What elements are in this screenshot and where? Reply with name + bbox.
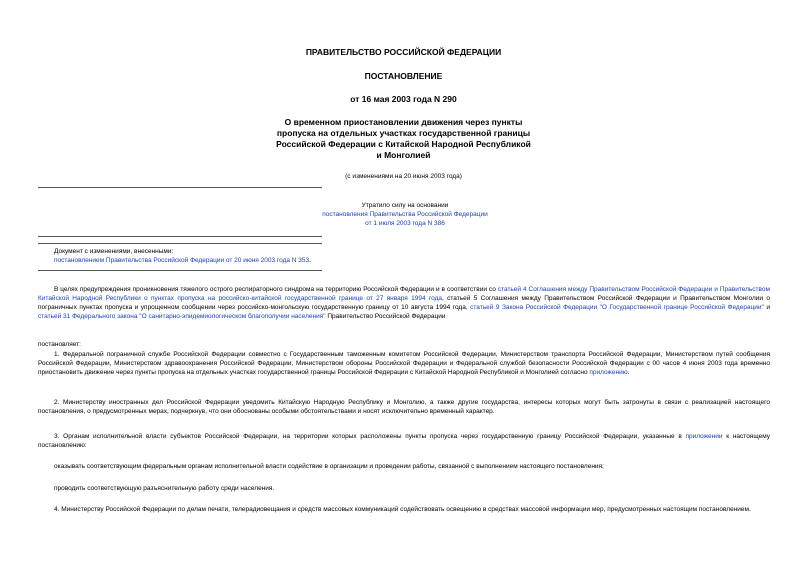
status-link[interactable]: постановления Правительства Российской Федерации	[322, 211, 488, 218]
preamble-text: Правительство Российской Федерации	[325, 313, 446, 320]
government-heading: ПРАВИТЕЛЬСТВО РОССИЙСКОЙ ФЕДЕРАЦИИ	[305, 47, 502, 57]
divider	[38, 187, 322, 188]
changes-label: Документ с изменениями, внесенными:	[54, 248, 174, 255]
status-text: Утратило силу на основании	[361, 202, 449, 209]
item-4: 4. Министерству Российской Федерации по делам печати, телерадиовещания и средств массовых коммуникаций содействовать освещению в средствах массовой информации мер, предусмотренных настоящим постановлением.	[54, 506, 751, 513]
law-link-china-agreement[interactable]: статьей 4 Соглашения между Правительством Российской Федерации и Правительством Китайской Народной Республики о пунктах пропуска на российско-китайской государственной границе от 27 января 1994 года	[38, 286, 770, 302]
title-line: Российской Федерации с Китайской Народной Республикой	[276, 139, 531, 149]
law-link-border-law[interactable]: статьей 9 Закона Российской Федерации "О Государственной границе Российской Федерации"	[470, 304, 764, 311]
preamble-text: В целях предупреждения проникновения тяжелого острого респираторного синдрома на территорию Российской Федерации и в соответствии со	[54, 286, 498, 293]
title-line: пропуска на отдельных участках государственной границы	[276, 128, 531, 138]
item-3b: проводить соответствующую разъяснительную работу среди населения.	[54, 485, 275, 492]
item-3	[38, 432, 770, 450]
divider	[38, 270, 322, 271]
status-link-date[interactable]: от 1 июля 2003 года N 386	[365, 220, 445, 227]
title-line: и Монголией	[376, 150, 431, 160]
item-3a: оказывать соответствующим федеральным органам исполнительной власти содействие в организации и проведении работы, связанной с выполнением настоящего постановления;	[54, 463, 604, 470]
preamble-text: , статьей 5 Соглашения между Правительством Российской Федерации и Правительством Монголии о пограничных пунктах пропуска и упрощенном сообщении через российско-монгольскую государственную границу от 10 августа 1994 года,	[38, 295, 770, 311]
changes-period: .	[309, 257, 311, 264]
preamble-text: и	[763, 304, 770, 311]
item-1-end: .	[627, 369, 630, 376]
item-3-text: 3. Органам исполнительной власти субъектов Российской Федерации, на территории которых расположены пункты пропуска через государственную границу Российской Федерации, указанные в	[54, 433, 686, 440]
document-title	[200, 117, 607, 161]
date-number-heading: от 16 мая 2003 года N 290	[350, 94, 457, 104]
item-2: 2. Министерству иностранных дел Российской Федерации уведомить Китайскую Народную Республику и Монголию, а также другие государства, интересы которых могут быть затронуты в связи с реализацией настоящего постановления, о предусмотренных мерах, подчеркнув, что они обоснованы особыми обстоятельствами и носят исключительно временный характер.	[38, 399, 770, 415]
appendix-link[interactable]: приложению	[589, 369, 628, 376]
preamble-paragraph	[38, 285, 770, 321]
title-line: О временном приостановлении движения через пункты	[284, 117, 523, 127]
item-1-text: 1. Федеральной пограничной службе Российской Федерации совместно с Государственным таможенным комитетом Российской Федерации, Министерством транспорта Российской Федерации, Министерством путей сообщения Российской Федерации, Министерством здравоохранения Российской Федерации, Министерством обороны Российской Федерации и Федеральной службой безопасности Российской Федерации с 00 часов 4 июня 2003 года временно приостановить движение через пункты пропуска на отдельных участках государственной границы Российской Федерации с Китайской Народной Республикой и Монголией согласно	[38, 351, 770, 376]
changes-block	[54, 247, 454, 265]
document-type-heading: ПОСТАНОВЛЕНИЕ	[364, 71, 443, 81]
item-1	[38, 350, 770, 377]
amendment-note: (с изменениями на 20 июня 2003 года)	[345, 173, 462, 180]
divider	[38, 243, 322, 244]
changes-link[interactable]: постановлением Правительства Российской Федерации от 20 июня 2003 года N 353	[54, 257, 310, 264]
divider	[38, 236, 322, 237]
decree-word: постановляет:	[38, 341, 81, 348]
item-3-end: к настоящему постановлению:	[38, 433, 771, 449]
appendix-link[interactable]: приложении	[685, 433, 723, 440]
status-block	[280, 201, 530, 228]
law-link-sanitary-law[interactable]: статьей 31 Федерального закона "О санитарно-эпидемиологическом благополучии населения"	[38, 313, 326, 320]
